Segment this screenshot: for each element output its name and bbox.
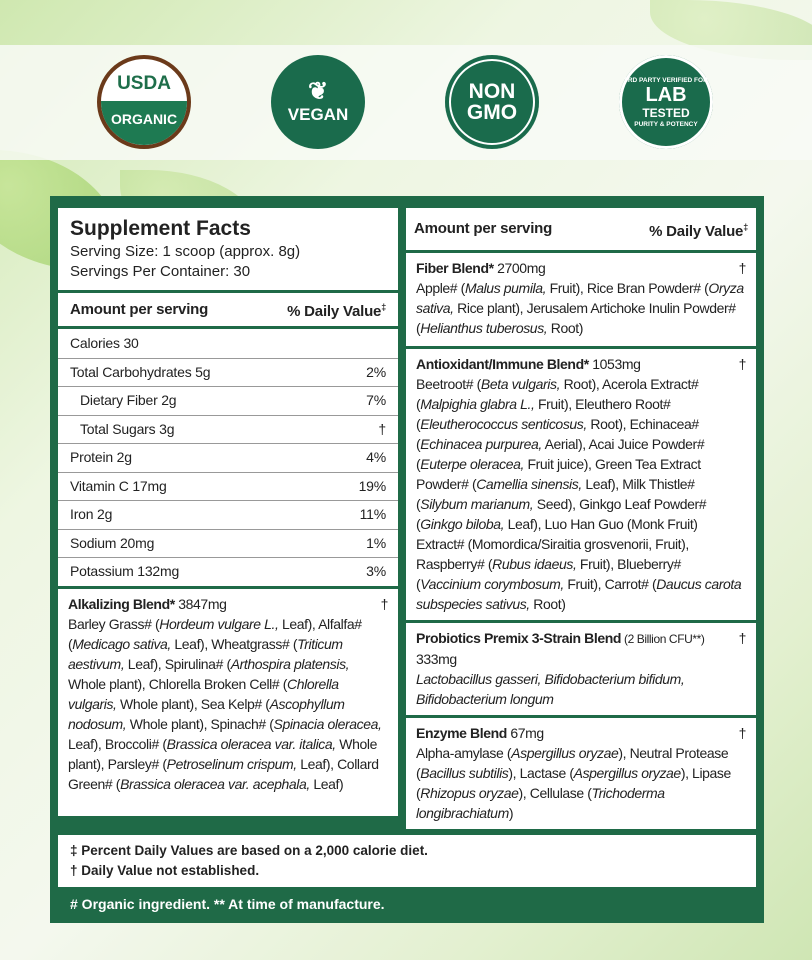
blend-amount: 333mg: [416, 651, 457, 667]
nutrient-dv: 2%: [366, 363, 386, 380]
ingredient-text: Oryza sativa,: [416, 280, 744, 316]
ingredient-text: Fruit), Carrot# (: [563, 576, 657, 592]
nutrient-dv: 11%: [359, 506, 386, 522]
blend-ingredients: [416, 278, 746, 338]
blend-dv: †: [738, 260, 746, 276]
enzyme-blend: [406, 718, 756, 829]
lab-text: LAB: [645, 83, 687, 106]
organic-note: # Organic ingredient. ** At time of manufacture.: [70, 896, 385, 912]
ingredient-text: Leaf), Broccoli# (: [68, 736, 167, 752]
amount-header-right: [406, 208, 756, 250]
ingredient-text: Medicago sativa,: [72, 636, 171, 652]
nutrient-label: Protein 2g: [70, 449, 132, 465]
blend-title: [68, 594, 388, 614]
nutrient-row: [58, 529, 398, 556]
ingredient-text: Chlorella vulgaris,: [68, 676, 339, 712]
blend-cfu: (2 Billion CFU**): [621, 632, 705, 646]
ingredient-text: Arthospira platensis,: [230, 656, 350, 672]
blend-heading: [416, 723, 544, 743]
nutrient-label: Total Sugars 3g: [80, 420, 175, 437]
ingredient-text: Fruit), Eleuthero Root# (: [416, 396, 671, 432]
nutrient-row: [58, 557, 398, 584]
ingredient-text: Leaf): [309, 776, 344, 792]
ingredient-text: Hordeum vulgare L.,: [159, 616, 279, 632]
nutrient-label: Total Carbohydrates 5g: [70, 363, 211, 380]
ingredient-text: Root), Acerola Extract# (: [416, 376, 699, 412]
nutrient-dv: 19%: [358, 477, 386, 494]
ingredient-text: Leaf), Milk Thistle# (: [416, 476, 695, 512]
serving-size: Serving Size: 1 scoop (approx. 8g): [70, 243, 301, 260]
antioxidant-blend: [406, 349, 756, 620]
blend-heading: [416, 354, 640, 374]
ingredient-text: Ascophyllum nodosum,: [68, 696, 345, 732]
ingredient-text: Aerial), Acai Juice Powder# (: [416, 436, 705, 472]
blend-name: Alkalizing Blend*: [68, 596, 175, 612]
ingredient-text: Leaf), Collard Green# (: [68, 756, 379, 792]
ingredient-text: Leaf), Wheatgrass# (: [170, 636, 298, 652]
ingredient-text: Trichoderma longibrachiatum: [416, 785, 665, 821]
nutrient-label: Iron 2g: [70, 506, 113, 522]
nutrient-label: Calories 30: [70, 334, 139, 351]
ingredient-text: Leaf), Alfalfa# (: [68, 616, 362, 652]
nutrient-dv: 7%: [366, 392, 386, 408]
nutrient-row: [58, 386, 398, 413]
nutrient-label: Potassium 132mg: [70, 563, 180, 579]
ingredient-text: ), Lipase (: [416, 765, 731, 801]
nutrient-row: [58, 472, 398, 499]
blend-title: [416, 354, 746, 374]
ingredient-text: Leaf), Luo Han Guo (Monk Fruit) Extract# (Momordica/Siraitia grosvenorii, Fruit), Raspberry# (: [416, 516, 698, 572]
ingredient-text: Whole plant), Sea Kelp# (: [116, 696, 270, 712]
nutrient-label: Vitamin C 17mg: [70, 477, 167, 494]
lab-ring-bottom: PURITY & POTENCY: [634, 120, 698, 128]
blend-name: Antioxidant/Immune Blend*: [416, 356, 589, 372]
blend-dv: †: [738, 356, 746, 372]
nutrient-label: Sodium 20mg: [70, 534, 155, 551]
ingredient-text: Fruit), Blueberry# (: [416, 556, 681, 592]
ingredient-text: Spinacia oleracea,: [273, 716, 382, 732]
supplement-facts-panel: [50, 196, 764, 923]
nutrient-row: [58, 329, 398, 356]
ingredient-text: Root): [529, 596, 566, 612]
ingredient-text: Whole plant), Parsley# (: [68, 736, 377, 772]
vegan-badge: [271, 55, 365, 149]
fiber-blend: [406, 253, 756, 346]
ingredient-text: ): [508, 805, 514, 821]
blend-title: [416, 723, 746, 743]
amount-header-left: [58, 293, 398, 326]
ingredient-text: Helianthus tuberosus,: [420, 320, 548, 336]
blend-dv: †: [380, 596, 388, 612]
servings-per-container: Servings Per Container: 30: [70, 263, 251, 280]
ingredient-text: Rhizopus oryzae: [420, 785, 519, 801]
ingredient-text: Root), Echinacea# (: [416, 416, 699, 452]
blend-ingredients: [416, 743, 746, 823]
footnotes: [58, 835, 756, 887]
ingredient-text: ), Cellulase (: [518, 785, 592, 801]
nutrient-row: [58, 415, 398, 442]
dv-mark: ‡: [381, 302, 386, 312]
usda-text: USDA: [117, 73, 171, 94]
ingredient-text: Fruit), Rice Bran Powder# (: [546, 280, 709, 296]
nutrient-row: [58, 443, 398, 470]
alkalizing-blend: [58, 589, 398, 816]
nutrient-dv: 1%: [366, 534, 386, 551]
ingredient-text: Ginkgo biloba,: [420, 516, 505, 532]
vegan-text: VEGAN: [287, 105, 349, 124]
ingredient-text: Rubus idaeus,: [492, 556, 577, 572]
usda-organic-badge: [97, 55, 191, 149]
ingredient-text: Whole plant), Chlorella Broken Cell# (: [68, 676, 288, 692]
blend-name: Fiber Blend*: [416, 260, 494, 276]
ingredient-text: Whole plant), Spinach# (: [126, 716, 274, 732]
ingredient-text: Apple# (: [416, 280, 465, 296]
nutrient-dv: 4%: [366, 449, 386, 465]
blend-amount: 67mg: [506, 725, 544, 741]
nutrient-dv: 3%: [366, 563, 386, 579]
ingredient-text: Root): [547, 320, 584, 336]
blend-name: Probiotics Premix 3-Strain Blend: [416, 630, 622, 646]
ingredient-text: Aspergillus oryzae: [573, 765, 681, 781]
blend-dv: †: [738, 630, 746, 646]
lab-ring-top: 3RD PARTY VERIFIED FOR: [624, 76, 708, 84]
gmo-text: GMO: [466, 101, 518, 124]
dv-header: % Daily Value: [287, 303, 382, 320]
blend-amount: 1053mg: [588, 356, 641, 372]
blend-heading: [68, 594, 226, 614]
ingredient-text: Bacillus subtilis: [420, 765, 509, 781]
nutrient-table: [58, 329, 398, 586]
ingredient-text: Lactobacillus gasseri, Bifidobacterium bifidum, Bifidobacterium longum: [416, 671, 685, 707]
ingredient-text: Brassica oleracea var. italica,: [166, 736, 336, 752]
ingredient-text: ), Neutral Protease (: [416, 745, 729, 781]
ingredient-text: Malus pumila,: [464, 280, 547, 296]
ingredient-text: Beetroot# (: [416, 376, 481, 392]
lab-tested-badge: [619, 55, 713, 149]
leaf-icon: ❦: [307, 78, 329, 105]
blend-title: [416, 628, 746, 669]
dv-mark: ‡: [743, 221, 748, 232]
ingredient-text: Rice plant), Jerusalem Artichoke Inulin Powder# (: [416, 300, 736, 336]
amount-header: Amount per serving: [70, 300, 209, 318]
nutrient-label: Dietary Fiber 2g: [80, 392, 177, 408]
non-gmo-badge: [445, 55, 539, 149]
ingredient-text: Beta vulgaris,: [480, 376, 561, 392]
blend-title: [416, 258, 746, 278]
ingredient-text: Leaf), Spirulina# (: [124, 656, 231, 672]
blend-amount: 3847mg: [174, 596, 227, 612]
blend-heading: [416, 258, 545, 278]
ingredient-text: Fruit juice), Green Tea Extract Powder# (: [416, 456, 701, 492]
ingredient-text: Alpha-amylase (: [416, 745, 512, 761]
probiotics-blend: [406, 623, 756, 715]
ingredient-text: Seed), Ginkgo Leaf Powder# (: [416, 496, 707, 532]
footnote-dagger: † Daily Value not established.: [70, 863, 260, 878]
footnote-dv: ‡ Percent Daily Values are based on a 2,000 calorie diet.: [70, 843, 428, 858]
nutrient-row: [58, 358, 398, 385]
blend-ingredients: [68, 614, 388, 794]
ingredient-text: Triticum aestivum,: [68, 636, 343, 672]
ingredient-text: Eleutherococcus senticosus,: [420, 416, 587, 432]
ingredient-text: Daucus carota subspecies sativus,: [416, 576, 742, 612]
blend-dv: †: [738, 725, 746, 741]
ingredient-text: Vaccinium corymbosum,: [420, 576, 564, 592]
dv-header: % Daily Value: [649, 222, 744, 240]
ingredient-text: Petroselinum crispum,: [166, 756, 297, 772]
nutrient-dv: †: [378, 420, 386, 437]
blend-ingredients: [416, 374, 746, 614]
blend-heading: [416, 628, 733, 669]
facts-title: Supplement Facts: [70, 217, 251, 240]
amount-header: Amount per serving: [414, 220, 553, 237]
ingredient-text: Barley Grass# (: [68, 616, 160, 632]
blend-amount: 2700mg: [493, 260, 546, 276]
tested-text: TESTED: [642, 105, 690, 120]
ingredient-text: Malpighia glabra L.,: [420, 396, 535, 412]
ingredient-text: Brassica oleracea var. acephala,: [120, 776, 310, 792]
ingredient-text: Euterpe oleracea,: [420, 456, 524, 472]
facts-header: [58, 208, 398, 290]
blend-name: Enzyme Blend: [416, 725, 507, 741]
nutrient-row: [58, 500, 398, 527]
ingredient-text: Camellia sinensis,: [476, 476, 582, 492]
ingredient-text: Echinacea purpurea,: [420, 436, 542, 452]
ingredient-text: ), Lactase (: [508, 765, 574, 781]
blend-ingredients: [416, 669, 746, 709]
ingredient-text: Aspergillus oryzae: [511, 745, 619, 761]
organic-text: ORGANIC: [101, 101, 187, 145]
non-text: NON: [468, 80, 516, 103]
ingredient-text: Silybum marianum,: [420, 496, 534, 512]
